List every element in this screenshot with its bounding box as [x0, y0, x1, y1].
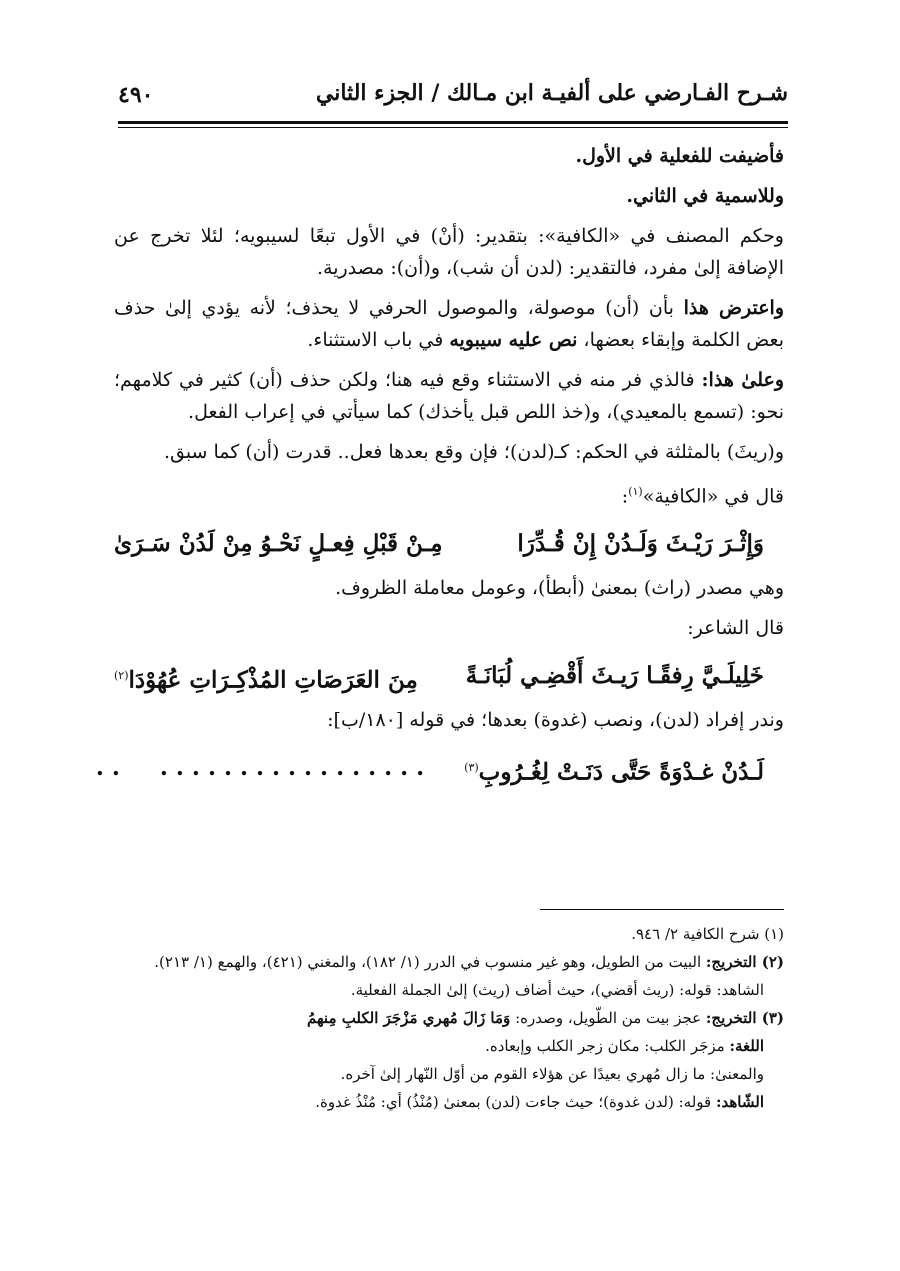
verse-1-second-hemistich: مِـنْ قَبْلِ فِعـلٍ نَحْـوُ مِنْ لَدُنْ سَـرَىٰ: [114, 530, 443, 558]
paragraph-1: فأضيفت للفعلية في الأول.: [575, 145, 784, 167]
verse-2: [114, 658, 764, 694]
footnote-3-text: عجز بيت من الطّويل، وصدره:: [510, 1009, 706, 1027]
paragraph-7-colon: :: [621, 485, 629, 508]
footnote-3-lugha-text: مزجَر الكلب: مكان زجر الكلب وإبعاده.: [485, 1037, 730, 1055]
footnote-3-lead: (٣) التخريج:: [705, 1009, 784, 1027]
footnote-3-shahid-text: قوله: (لدن غدوة)؛ حيث جاءت (لدن) بمعنىٰ (مُنْذُ) أي: مُنْذُ غدوة.: [315, 1093, 716, 1111]
verse-2-first-hemistich: خَلِيلَـيَّ رِفقًـا رَيـثَ أَقْضِـي لُبَانَـةً: [465, 662, 764, 690]
paragraph-7-text: قال في «الكافية»: [642, 485, 784, 508]
footnote-1: (١) شرح الكافية ٢/ ٩٤٦.: [631, 925, 784, 943]
verse-2-second-hemistich: مِنَ العَرَصَاتِ المُذْكِـرَاتِ عُهُوْدَا: [128, 666, 418, 694]
verse-3-ellipsis: . . . . . . . . . . . . . . . . .: [159, 754, 425, 782]
footnote-ref-3[interactable]: (٣): [464, 761, 479, 775]
paragraph-2: وللاسمية في الثاني.: [626, 185, 784, 207]
paragraph-4: [114, 292, 784, 356]
footnote-ref-2[interactable]: (٢): [114, 669, 129, 683]
paragraph-5-lead: وعلىٰ هذا:: [701, 369, 784, 391]
verse-1: [114, 526, 764, 562]
paragraph-5-rest: فالذي فر منه في الاستثناء وقع فيه هنا؛ ولكن حذف (أن) كثير في كلامهم؛ نحو: (تسمع بالمعيدي)، و(خذ اللص قبل يأخذك) كما سيأتي في إعراب الفعل.: [114, 369, 784, 423]
paragraph-4-lead: واعترض هذا: [683, 297, 784, 319]
footnote-3-verse: وَمَا زَالَ مُهري مَزْجَرَ الكلبِ مِنهمُ: [307, 1009, 511, 1027]
footnote-ref-1[interactable]: (١): [628, 485, 643, 498]
paragraph-4-end: في باب الاستثناء.: [307, 329, 450, 351]
paragraph-7: [114, 476, 784, 512]
paragraph-10: وندر إفراد (لدن)، ونصب (غدوة) بعدها؛ في قوله [١٨٠/ب]:: [327, 709, 784, 732]
footnote-3: [114, 1004, 784, 1032]
paragraph-5: [114, 364, 784, 428]
footnote-separator: [540, 909, 784, 910]
footnote-3-shahid: [114, 1088, 784, 1116]
verse-3: [95, 750, 764, 786]
footnote-3-lugha-lead: اللغة:: [729, 1037, 764, 1055]
footnote-2-lead: (٢) التخريج:: [705, 953, 784, 971]
main-text: [95, 140, 784, 796]
footnote-3-meaning: والمعنىٰ: ما زال مُهري بعيدًا عن هؤلاء القوم من أوّل النّهار إلىٰ آخره.: [340, 1065, 764, 1083]
verse-3-hemistich-wrap: [464, 750, 764, 786]
footnotes: [114, 920, 784, 1116]
header-rule-thick: [118, 121, 788, 124]
verse-3-ellipsis-end: . .: [95, 754, 120, 782]
paragraph-9: قال الشاعر:: [687, 617, 784, 640]
header-rule-thin: [118, 127, 788, 128]
verse-2-second-hemistich-wrap: [114, 658, 418, 694]
footnote-2: [114, 948, 784, 976]
footnote-3-shahid-lead: الشّاهد:: [715, 1093, 764, 1111]
verse-3-hemistich: لَـدُنْ غـدْوَةً حَتَّى دَنَـتْ لِغُـرُوبِ: [478, 758, 764, 786]
running-header: [118, 72, 788, 120]
footnote-2-text: البيت من الطويل، وهو غير منسوب في الدرر (١/ ١٨٢)، والمغني (٤٢١)، والهمع (١/ ٢١٣).: [154, 953, 706, 971]
paragraph-8: وهي مصدر (راث) بمعنىٰ (أبطأ)، وعومل معاملة الظروف.: [335, 577, 784, 600]
paragraph-4-emphasis: نص عليه سيبويه: [449, 329, 578, 351]
paragraph-6: و(ريثَ) بالمثلثة في الحكم: كـ(لدن)؛ فإن وقع بعدها فعل.. قدرت (أن) كما سبق.: [163, 441, 784, 463]
header-title: شـرح الفـارضي على ألفيـة ابن مـالك / الجزء الثاني: [315, 80, 788, 106]
paragraph-4-mid: بأن (أن) موصولة، والموصول الحرفي لا يحذف؛ لأنه يؤدي إلىٰ حذف بعض الكلمة وإبقاء بعضها،: [114, 297, 784, 351]
paragraph-3: وحكم المصنف في «الكافية»: بتقدير: (أنْ) في الأول تبعًا لسيبويه؛ لئلا تخرج عن الإضافة إلىٰ مفرد، فالتقدير: (لدن أن شب)، و(أن): مصدرية.: [114, 225, 784, 279]
footnote-3-lugha: [114, 1032, 784, 1060]
footnote-2-shahid: الشاهد: قوله: (ريث أقضي)، حيث أضاف (ريث) إلىٰ الجملة الفعلية.: [350, 981, 764, 999]
page-number: ٤٩٠: [118, 82, 154, 108]
verse-1-first-hemistich: وَإِثْـرَ رَيْـثَ وَلَـدُنْ إِنْ قُـدِّرَا: [517, 530, 764, 558]
